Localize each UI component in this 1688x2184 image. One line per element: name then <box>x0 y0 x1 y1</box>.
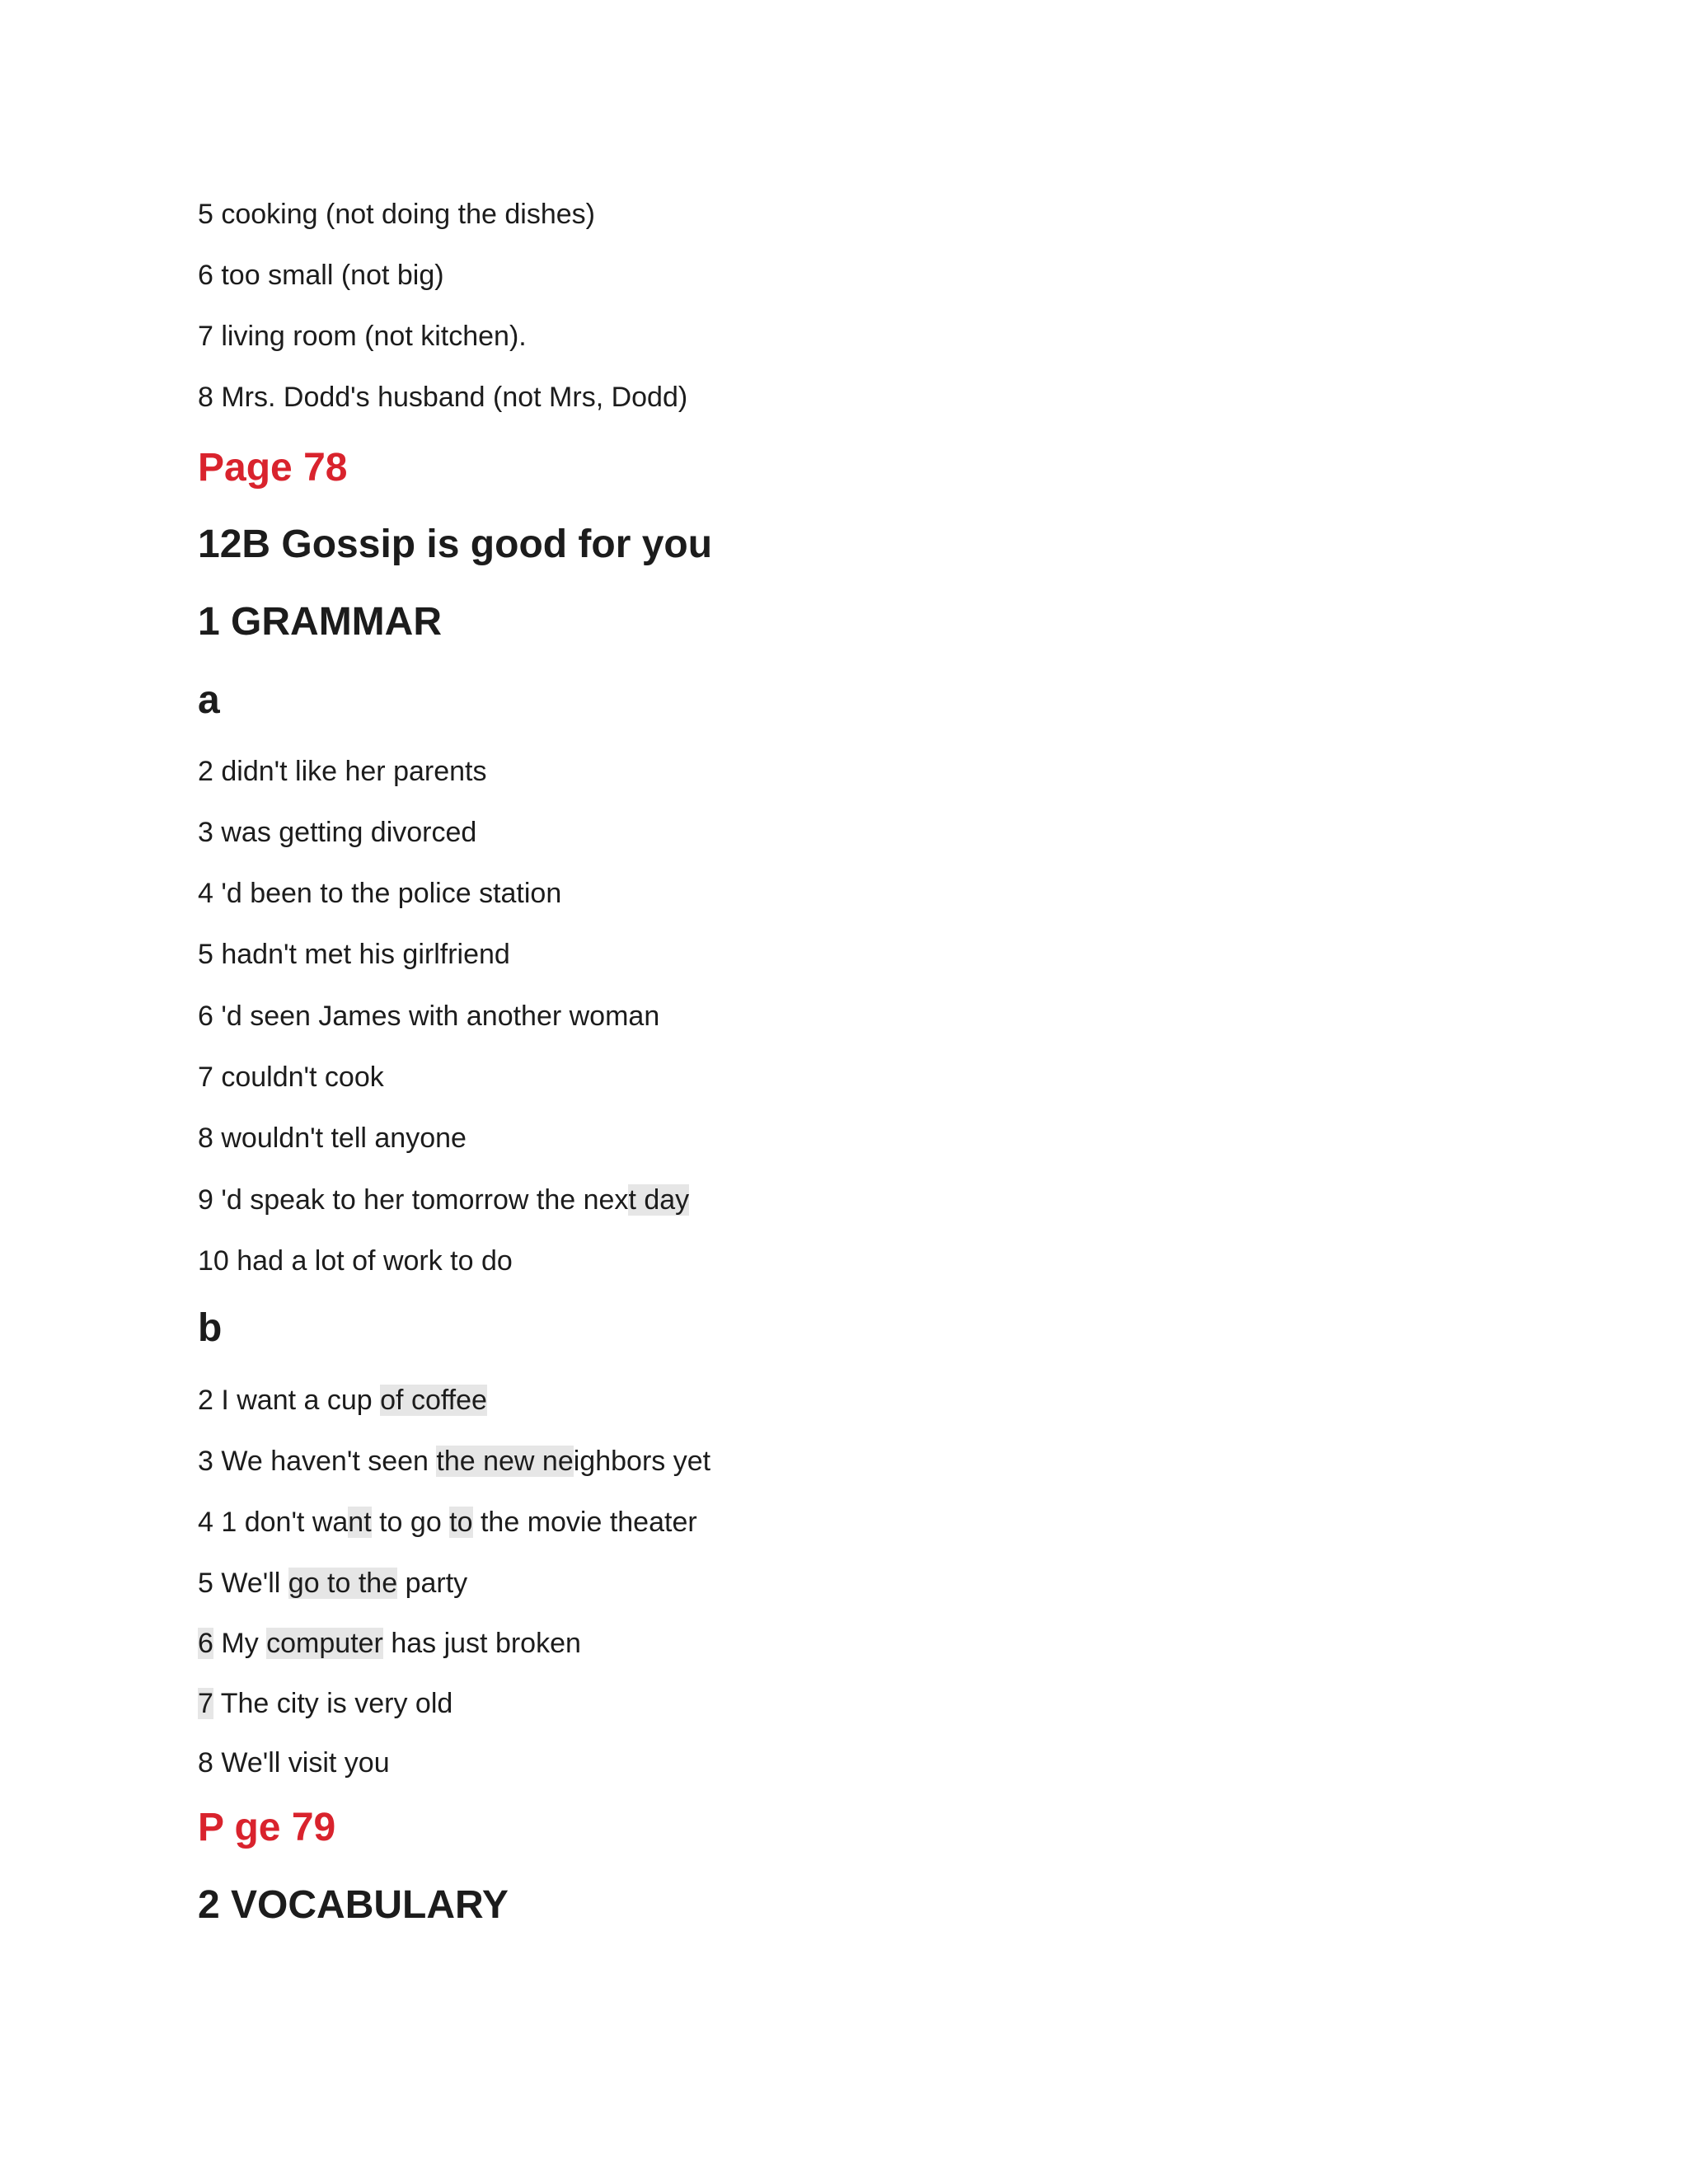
highlighted-text: nt <box>348 1507 372 1538</box>
highlighted-text: go to the <box>288 1568 398 1599</box>
page-number-heading: Page 78 <box>198 446 348 490</box>
answer-line: 5 hadn't met his girlfriend <box>198 939 510 970</box>
answer-line: 2 didn't like her parents <box>198 756 487 787</box>
answer-text: has just broken <box>382 1628 581 1659</box>
answer-text: 3 We haven't seen <box>198 1446 437 1477</box>
answer-line: 6 'd seen James with another woman <box>198 1001 660 1032</box>
answer-line: 10 had a lot of work to do <box>198 1245 513 1277</box>
answer-line <box>198 1506 697 1539</box>
lesson-title: 12B Gossip is good for you <box>198 523 713 566</box>
answer-line: 7 living room (not kitchen). <box>198 321 527 352</box>
answer-line <box>198 1183 689 1216</box>
part-label-a: a <box>198 678 220 722</box>
answer-line: 4 'd been to the police station <box>198 878 562 909</box>
answer-line: 6 too small (not big) <box>198 260 444 291</box>
highlighted-text: computer <box>266 1628 383 1659</box>
page-number-heading: P ge 79 <box>198 1806 336 1849</box>
answer-line: 8 Mrs. Dodd's husband (not Mrs, Dodd) <box>198 382 688 413</box>
answer-line <box>198 1627 581 1660</box>
answer-text: to go <box>371 1507 450 1538</box>
answer-line: 8 We'll visit you <box>198 1747 390 1779</box>
answer-line: 3 was getting divorced <box>198 817 477 848</box>
part-label-b: b <box>198 1306 223 1350</box>
answer-line <box>198 1567 467 1600</box>
answer-text: The city <box>213 1688 319 1719</box>
highlighted-text: the new ne <box>436 1446 574 1477</box>
answer-line: 8 wouldn't tell anyone <box>198 1122 467 1154</box>
highlighted-text: 7 <box>198 1688 213 1719</box>
highlighted-text: to <box>449 1507 473 1538</box>
answer-text: 4 1 don't wa <box>198 1507 349 1538</box>
answer-text: 2 I want a cup <box>198 1385 381 1416</box>
section-heading-grammar: 1 GRAMMAR <box>198 600 442 644</box>
answer-line <box>198 1445 710 1478</box>
answer-line <box>198 1687 452 1720</box>
highlighted-text: 6 <box>198 1628 213 1659</box>
answer-text: ighbors yet <box>573 1446 711 1477</box>
answer-text: 9 'd speak to her tomorrow the nex <box>198 1184 629 1216</box>
section-heading-vocabulary: 2 VOCABULARY <box>198 1883 509 1927</box>
answer-text: the movie theater <box>472 1507 697 1538</box>
answer-line: 5 cooking (not doing the dishes) <box>198 199 595 230</box>
highlighted-text: of coffee <box>380 1385 487 1416</box>
answer-text: party <box>397 1568 468 1599</box>
highlighted-text: t day <box>628 1184 690 1216</box>
answer-line <box>198 1384 487 1417</box>
answer-line: 7 couldn't cook <box>198 1062 384 1093</box>
answer-text: My <box>213 1628 267 1659</box>
answer-text: is very old <box>318 1688 453 1719</box>
answer-text: 5 We'll <box>198 1568 288 1599</box>
